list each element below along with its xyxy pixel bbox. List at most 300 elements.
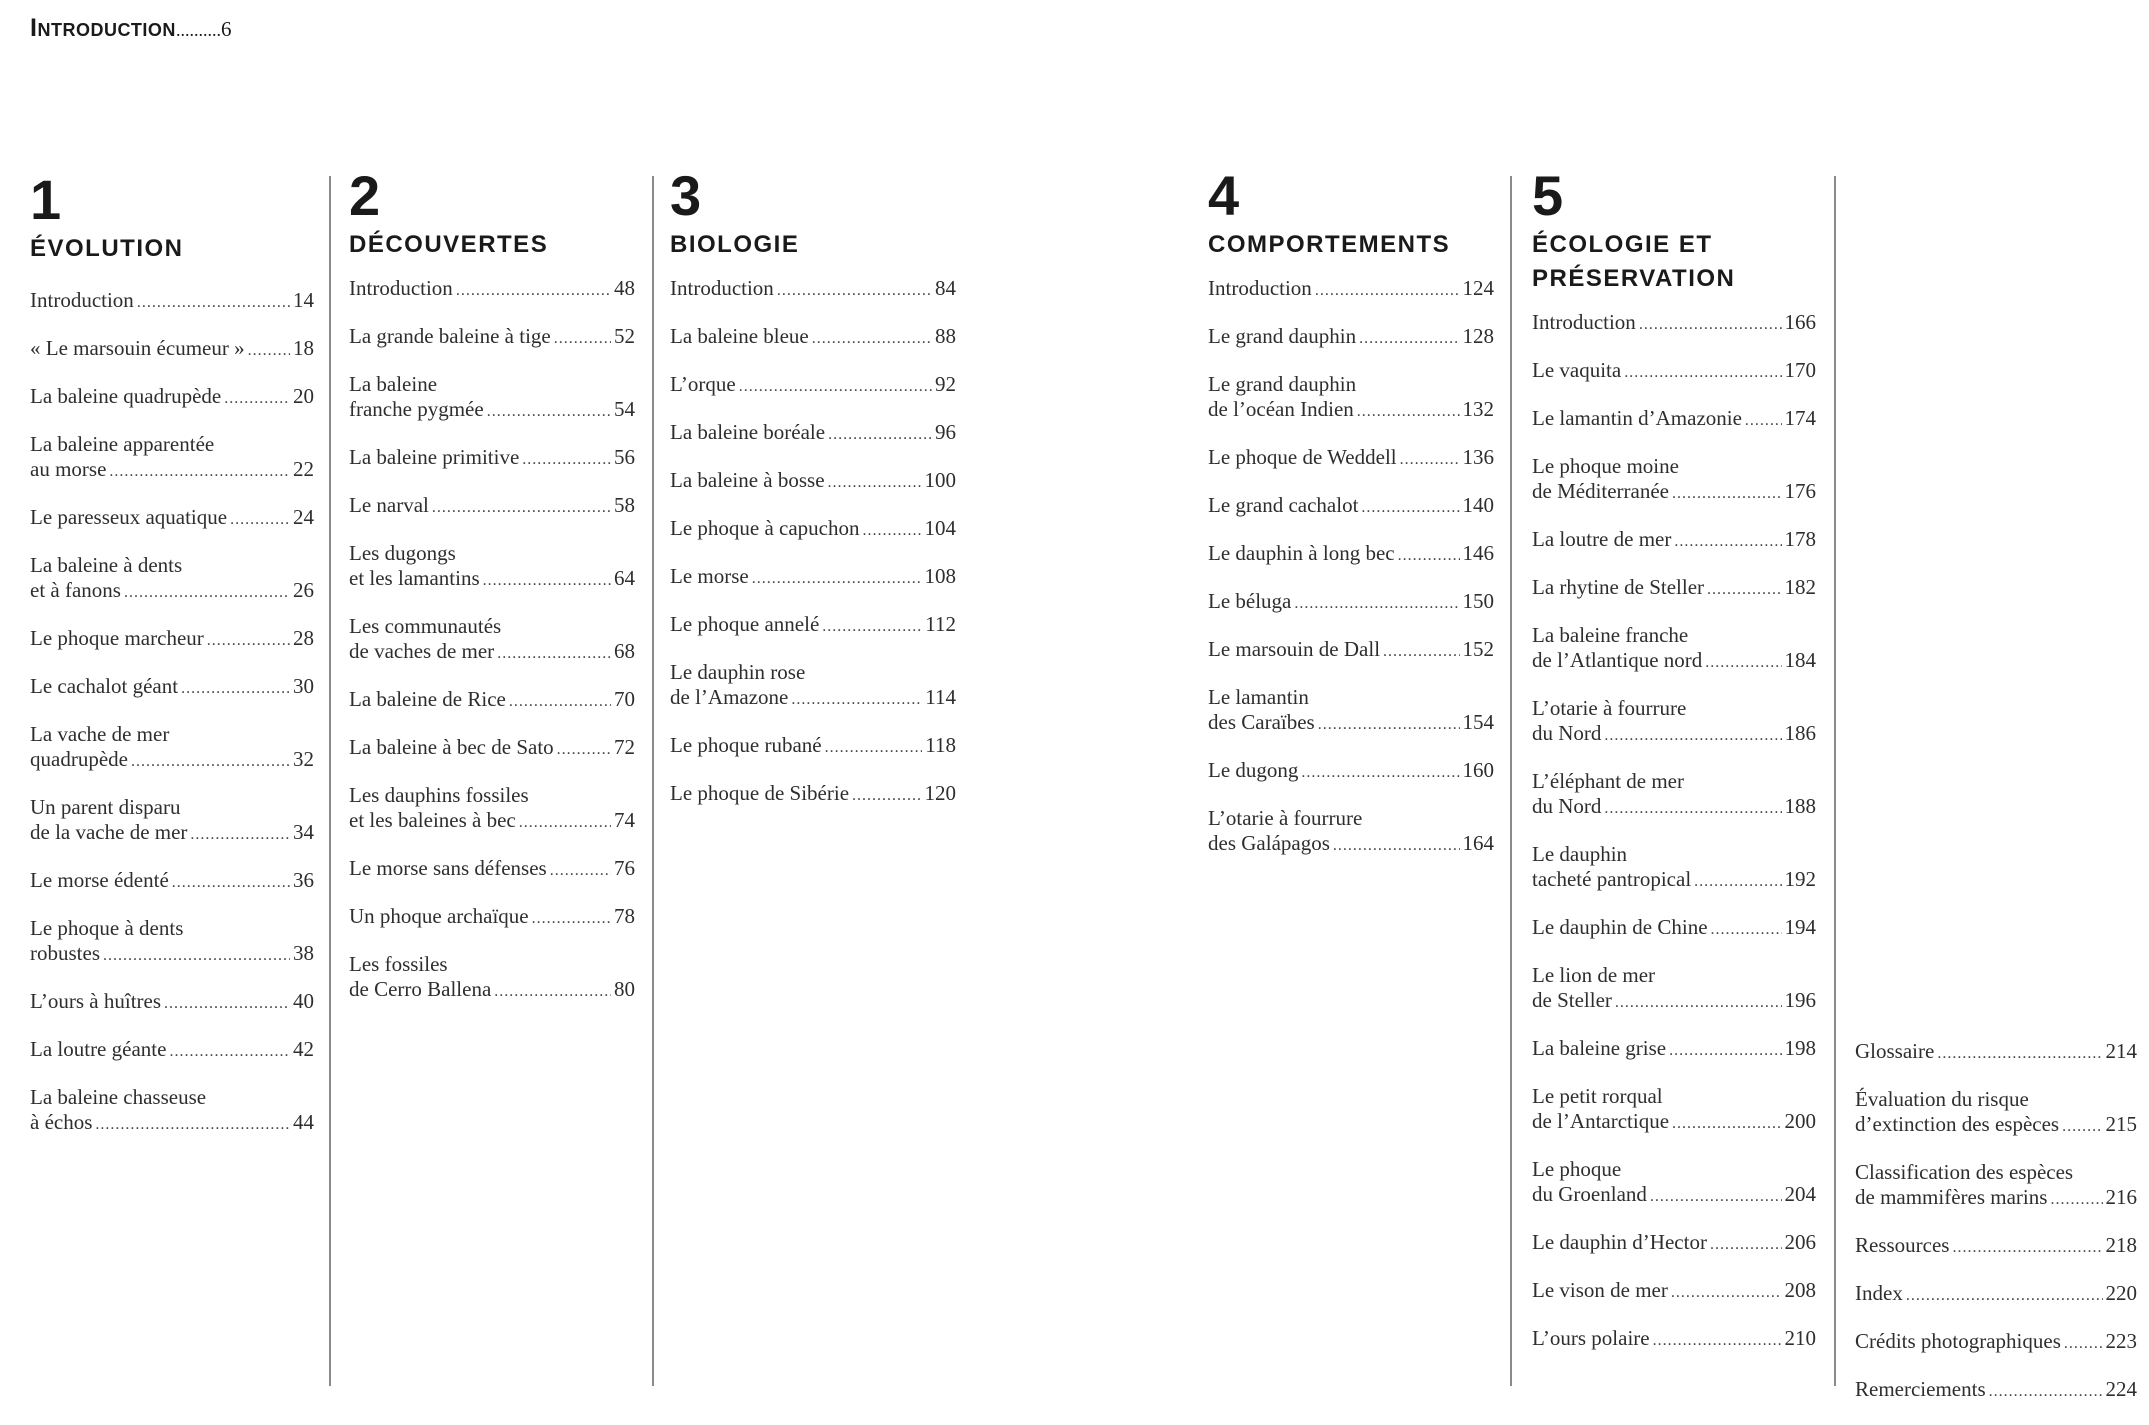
chapter-number: 2 bbox=[349, 164, 381, 227]
leader-dots: .......... bbox=[175, 20, 221, 40]
leader-dots bbox=[739, 374, 932, 399]
toc-entry-line bbox=[1208, 541, 1494, 568]
page-number: 14 bbox=[293, 288, 314, 312]
toc-entry-title: de l’océan Indien bbox=[1208, 397, 1354, 421]
leader-dots bbox=[230, 507, 290, 532]
leader-dots bbox=[519, 810, 611, 835]
toc-entry[interactable] bbox=[1532, 696, 1816, 748]
toc-entry[interactable] bbox=[349, 952, 635, 1004]
toc-entry[interactable] bbox=[349, 735, 635, 762]
toc-entry[interactable] bbox=[30, 989, 314, 1016]
toc-entry-title: de Cerro Ballena bbox=[349, 977, 492, 1001]
toc-entry-line bbox=[30, 1110, 314, 1137]
leader-dots bbox=[109, 459, 290, 484]
toc-entry[interactable] bbox=[30, 916, 314, 968]
toc-entry-title: Introduction bbox=[1532, 310, 1636, 334]
chapter-title: DÉCOUVERTES bbox=[349, 231, 549, 258]
toc-entry[interactable] bbox=[1208, 324, 1494, 351]
toc-entry[interactable] bbox=[1208, 589, 1494, 616]
toc-entry-title: à échos bbox=[30, 1110, 93, 1134]
intro-entry[interactable] bbox=[30, 14, 232, 43]
toc-entry-title-line: Classification des espèces bbox=[1855, 1160, 2074, 1184]
leader-dots bbox=[181, 676, 290, 701]
leader-dots bbox=[1952, 1235, 2102, 1260]
page-number: 128 bbox=[1462, 324, 1494, 348]
toc-entry[interactable] bbox=[670, 372, 956, 399]
toc-entry-line bbox=[1532, 1182, 1816, 1209]
toc-entry[interactable] bbox=[349, 783, 635, 835]
toc-entry-line bbox=[1532, 1109, 1816, 1136]
toc-entry[interactable] bbox=[670, 781, 956, 808]
toc-entry[interactable] bbox=[30, 336, 314, 363]
toc-entry-title: « Le marsouin écumeur » bbox=[30, 336, 245, 360]
toc-entry-title-line: Le phoque à dents bbox=[30, 916, 184, 940]
toc-entry[interactable] bbox=[1532, 623, 1816, 675]
toc-entry-title: Un phoque archaïque bbox=[349, 904, 529, 928]
toc-entry-line bbox=[1208, 493, 1494, 520]
toc-entry-title-line: Le grand dauphin bbox=[1208, 372, 1357, 396]
toc-entry[interactable] bbox=[1208, 806, 1494, 858]
leader-dots bbox=[1653, 1328, 1782, 1353]
toc-entry[interactable] bbox=[1532, 915, 1816, 942]
toc-entry-title-line: Les communautés bbox=[349, 614, 502, 638]
toc-entry[interactable] bbox=[1532, 1157, 1816, 1209]
toc-entry-title: de l’Atlantique nord bbox=[1532, 648, 1703, 672]
toc-entry-line bbox=[349, 276, 635, 303]
toc-entry-title: et les lamantins bbox=[349, 566, 480, 590]
toc-entry-line bbox=[1532, 575, 1816, 602]
leader-dots bbox=[1624, 360, 1781, 385]
toc-entry[interactable] bbox=[30, 722, 314, 774]
toc-entry-title: et les baleines à bec bbox=[349, 808, 516, 832]
toc-entry[interactable] bbox=[1532, 406, 1816, 433]
toc-entry[interactable] bbox=[30, 553, 314, 605]
toc-entry-line bbox=[30, 578, 314, 605]
leader-dots bbox=[487, 399, 611, 424]
leader-dots bbox=[1333, 833, 1460, 858]
toc-entry-line bbox=[1208, 324, 1494, 351]
leader-dots bbox=[1639, 312, 1782, 337]
toc-entry-line bbox=[1532, 794, 1816, 821]
leader-dots bbox=[532, 906, 611, 931]
page-number: 38 bbox=[293, 941, 314, 965]
page-number: 96 bbox=[935, 420, 956, 444]
page-number: 104 bbox=[924, 516, 956, 540]
page-number: 34 bbox=[293, 820, 314, 844]
toc-entry-title: Introduction bbox=[1208, 276, 1312, 300]
toc-entry-title: Le phoque à capuchon bbox=[670, 516, 860, 540]
toc-entry-title: de la vache de mer bbox=[30, 820, 188, 844]
toc-entry-line bbox=[30, 820, 314, 847]
toc-entry-title: Le phoque de Sibérie bbox=[670, 781, 850, 805]
toc-entry[interactable] bbox=[1532, 575, 1816, 602]
toc-entry-title: La loutre géante bbox=[30, 1037, 167, 1061]
toc-entry-title: Le phoque rubané bbox=[670, 733, 822, 757]
toc-entry[interactable] bbox=[1855, 1329, 2137, 1356]
toc-entry[interactable] bbox=[349, 904, 635, 931]
toc-entry-line bbox=[1532, 406, 1816, 433]
page-number: 206 bbox=[1784, 1230, 1816, 1254]
toc-entry-line bbox=[349, 904, 635, 931]
page-number: 56 bbox=[614, 445, 635, 469]
leader-dots bbox=[752, 566, 922, 591]
toc-entry-title: Le paresseux aquatique bbox=[30, 505, 228, 529]
column-divider bbox=[1834, 176, 1836, 1386]
toc-entry[interactable] bbox=[670, 324, 956, 351]
chapter-1-column bbox=[30, 168, 314, 1158]
leader-dots bbox=[207, 628, 290, 653]
toc-entry-title-line: L’éléphant de mer bbox=[1532, 769, 1684, 793]
toc-entry-line bbox=[670, 564, 956, 591]
leader-dots bbox=[103, 943, 290, 968]
leader-dots bbox=[190, 822, 290, 847]
toc-entry-title: Le marsouin de Dall bbox=[1208, 637, 1381, 661]
toc-entry-title: L’ours à huîtres bbox=[30, 989, 162, 1013]
leader-dots bbox=[1400, 447, 1460, 472]
page-number: 120 bbox=[924, 781, 956, 805]
toc-entry[interactable] bbox=[1208, 637, 1494, 664]
toc-entry-title: Le vaquita bbox=[1532, 358, 1622, 382]
toc-entry-title-line: Le phoque bbox=[1532, 1157, 1622, 1181]
page-number: 188 bbox=[1784, 794, 1816, 818]
column-divider bbox=[1510, 176, 1512, 1386]
toc-entry[interactable] bbox=[30, 1037, 314, 1064]
toc-entry[interactable] bbox=[349, 276, 635, 303]
toc-entry-line bbox=[1855, 1329, 2137, 1356]
toc-entry-line bbox=[1208, 758, 1494, 785]
toc-entry[interactable] bbox=[349, 372, 635, 424]
leader-dots bbox=[1615, 990, 1782, 1015]
leader-dots bbox=[1294, 591, 1459, 616]
toc-entry[interactable] bbox=[30, 384, 314, 411]
page-number: 74 bbox=[614, 808, 635, 832]
toc-entry-title: Introduction bbox=[30, 288, 134, 312]
toc-entry[interactable] bbox=[1855, 1281, 2137, 1308]
toc-entry[interactable] bbox=[1532, 310, 1816, 337]
chapter-3-column bbox=[670, 164, 956, 829]
toc-entry[interactable] bbox=[1532, 358, 1816, 385]
toc-entry[interactable] bbox=[1532, 842, 1816, 894]
toc-entry-line bbox=[1855, 1281, 2137, 1308]
chapter-2-column bbox=[349, 164, 635, 1025]
page-number: 112 bbox=[925, 612, 956, 636]
leader-dots bbox=[497, 641, 611, 666]
toc-entry[interactable] bbox=[1208, 685, 1494, 737]
leader-dots bbox=[812, 326, 932, 351]
toc-entry[interactable] bbox=[349, 445, 635, 472]
page-number: 80 bbox=[614, 977, 635, 1001]
chapter-number: 3 bbox=[670, 164, 702, 227]
page-number: 78 bbox=[614, 904, 635, 928]
page-number: 198 bbox=[1784, 1036, 1816, 1060]
chapter-entries bbox=[670, 276, 956, 808]
page-number: 208 bbox=[1784, 1278, 1816, 1302]
toc-entry[interactable] bbox=[670, 660, 956, 712]
toc-entry-title: Le dauphin à long bec bbox=[1208, 541, 1395, 565]
leader-dots bbox=[494, 979, 611, 1004]
page-number: 18 bbox=[293, 336, 314, 360]
toc-entry-line bbox=[30, 626, 314, 653]
chapter-title: COMPORTEMENTS bbox=[1208, 231, 1451, 258]
toc-entry[interactable] bbox=[30, 626, 314, 653]
toc-entry-line bbox=[349, 735, 635, 762]
toc-entry-title-line: La baleine à dents bbox=[30, 553, 183, 577]
toc-entry[interactable] bbox=[30, 1085, 314, 1137]
toc-entry[interactable] bbox=[1855, 1039, 2137, 1066]
leader-dots bbox=[248, 338, 290, 363]
toc-entry[interactable] bbox=[1532, 527, 1816, 554]
toc-entry-line bbox=[1532, 1326, 1816, 1353]
page-number: 54 bbox=[614, 397, 635, 421]
leader-dots bbox=[852, 783, 921, 808]
toc-entry-line bbox=[670, 468, 956, 495]
page-number: 194 bbox=[1784, 915, 1816, 939]
leader-dots bbox=[1705, 650, 1781, 675]
toc-entry-title: Crédits photographiques bbox=[1855, 1329, 2061, 1353]
toc-entry[interactable] bbox=[349, 614, 635, 666]
page-number: 176 bbox=[1784, 479, 1816, 503]
toc-entry[interactable] bbox=[1208, 276, 1494, 303]
toc-entry-line bbox=[349, 566, 635, 593]
page-number: 152 bbox=[1462, 637, 1494, 661]
page-number: 108 bbox=[924, 564, 956, 588]
toc-entry-title-line: Évaluation du risque bbox=[1855, 1087, 2029, 1111]
toc-entry-line bbox=[1532, 358, 1816, 385]
page-number: 48 bbox=[614, 276, 635, 300]
chapter-entries bbox=[1208, 276, 1494, 858]
toc-entry-line bbox=[1208, 445, 1494, 472]
page-number: 186 bbox=[1784, 721, 1816, 745]
toc-entry[interactable] bbox=[30, 868, 314, 895]
page-number: 164 bbox=[1462, 831, 1494, 855]
toc-entry-line bbox=[349, 808, 635, 835]
toc-entry-title: La baleine à bec de Sato bbox=[349, 735, 554, 759]
toc-entry[interactable] bbox=[670, 612, 956, 639]
toc-entry-title: La grande baleine à tige bbox=[349, 324, 551, 348]
toc-entry-title: tacheté pantropical bbox=[1532, 867, 1692, 891]
toc-entry[interactable] bbox=[1532, 1230, 1816, 1257]
leader-dots bbox=[554, 326, 611, 351]
toc-entry-title: Introduction bbox=[670, 276, 774, 300]
toc-entry-title-line: Les dauphins fossiles bbox=[349, 783, 529, 807]
leader-dots bbox=[1672, 481, 1781, 506]
toc-entry-line bbox=[30, 747, 314, 774]
toc-entry[interactable] bbox=[30, 432, 314, 484]
toc-entry[interactable] bbox=[670, 733, 956, 760]
page-number: 218 bbox=[2105, 1233, 2137, 1257]
toc-entry-title: Le morse édenté bbox=[30, 868, 169, 892]
toc-entry[interactable] bbox=[1532, 963, 1816, 1015]
toc-entry[interactable] bbox=[30, 288, 314, 315]
page-number: 132 bbox=[1462, 397, 1494, 421]
toc-entry[interactable] bbox=[1855, 1233, 2137, 1260]
toc-entry-line bbox=[30, 1037, 314, 1064]
toc-entry-title: Le phoque marcheur bbox=[30, 626, 204, 650]
page-number: 166 bbox=[1784, 310, 1816, 334]
toc-entry[interactable] bbox=[1532, 454, 1816, 506]
toc-entry[interactable] bbox=[1208, 541, 1494, 568]
toc-entry[interactable] bbox=[30, 505, 314, 532]
toc-entry-line bbox=[30, 868, 314, 895]
toc-entry[interactable] bbox=[349, 324, 635, 351]
toc-entry[interactable] bbox=[1855, 1087, 2137, 1139]
toc-entry[interactable] bbox=[670, 516, 956, 543]
leader-dots bbox=[2050, 1187, 2102, 1212]
leader-dots bbox=[509, 689, 611, 714]
page-number: 160 bbox=[1462, 758, 1494, 782]
toc-entry-line bbox=[1208, 831, 1494, 858]
toc-entry-title-line: Les fossiles bbox=[349, 952, 448, 976]
toc-entry[interactable] bbox=[670, 564, 956, 591]
toc-entry-line bbox=[670, 612, 956, 639]
toc-entry[interactable] bbox=[670, 276, 956, 303]
toc-entry[interactable] bbox=[1532, 769, 1816, 821]
chapter-5-column bbox=[1532, 164, 1816, 1374]
page-number: 124 bbox=[1462, 276, 1494, 300]
toc-entry[interactable] bbox=[30, 674, 314, 701]
leader-dots bbox=[1301, 760, 1459, 785]
toc-entry-title-line: La baleine bbox=[349, 372, 438, 396]
toc-entry-line bbox=[1532, 1036, 1816, 1063]
leader-dots bbox=[777, 278, 932, 303]
toc-entry-title: Ressources bbox=[1855, 1233, 1950, 1257]
page-number: 88 bbox=[935, 324, 956, 348]
toc-entry-title-line: La vache de mer bbox=[30, 722, 170, 746]
toc-entry[interactable] bbox=[349, 541, 635, 593]
toc-entry-title-line: Le dauphin bbox=[1532, 842, 1628, 866]
leader-dots bbox=[1711, 917, 1782, 942]
toc-entry-line bbox=[1532, 988, 1816, 1015]
toc-entry-title: La baleine primitive bbox=[349, 445, 520, 469]
page-number: 220 bbox=[2105, 1281, 2137, 1305]
page-number: 24 bbox=[293, 505, 314, 529]
page-number: 170 bbox=[1784, 358, 1816, 382]
toc-entry-title: des Caraïbes bbox=[1208, 710, 1315, 734]
toc-entry-title: Le morse bbox=[670, 564, 749, 588]
toc-entry[interactable] bbox=[1208, 445, 1494, 472]
toc-entry-title-line: Le dauphin rose bbox=[670, 660, 806, 684]
toc-entry-line bbox=[30, 288, 314, 315]
toc-entry[interactable] bbox=[1532, 1036, 1816, 1063]
toc-entry-line bbox=[1532, 721, 1816, 748]
toc-entry-line bbox=[1532, 527, 1816, 554]
toc-entry-title: Le dauphin d’Hector bbox=[1532, 1230, 1707, 1254]
toc-entry[interactable] bbox=[349, 493, 635, 520]
toc-entry-line bbox=[1855, 1112, 2137, 1139]
leader-dots bbox=[825, 735, 923, 760]
toc-entry-title: quadrupède bbox=[30, 747, 128, 771]
page-number: 58 bbox=[614, 493, 635, 517]
page-number: 154 bbox=[1462, 710, 1494, 734]
toc-entry-title: La baleine boréale bbox=[670, 420, 826, 444]
leader-dots bbox=[1669, 1038, 1781, 1063]
toc-entry-title-line: La baleine apparentée bbox=[30, 432, 215, 456]
toc-entry-title: du Groenland bbox=[1532, 1182, 1647, 1206]
toc-entry-title: La baleine quadrupède bbox=[30, 384, 222, 408]
toc-entry[interactable] bbox=[349, 687, 635, 714]
leader-dots bbox=[1315, 278, 1460, 303]
toc-entry[interactable] bbox=[1208, 493, 1494, 520]
toc-entry-line bbox=[30, 941, 314, 968]
leader-dots bbox=[1604, 796, 1781, 821]
toc-entry[interactable] bbox=[670, 420, 956, 447]
toc-entry-line bbox=[349, 445, 635, 472]
leader-dots bbox=[1694, 869, 1781, 894]
toc-entry-title: L’orque bbox=[670, 372, 736, 396]
toc-entry-title: des Galápagos bbox=[1208, 831, 1330, 855]
column-divider bbox=[652, 176, 654, 1386]
toc-entry-title: Le lamantin d’Amazonie bbox=[1532, 406, 1742, 430]
toc-entry[interactable] bbox=[1532, 1278, 1816, 1305]
page-number: 84 bbox=[935, 276, 956, 300]
toc-entry-line bbox=[1208, 589, 1494, 616]
toc-entry-title-line: L’otarie à fourrure bbox=[1208, 806, 1363, 830]
toc-entry-title-line: Le phoque moine bbox=[1532, 454, 1679, 478]
chapter-number: 4 bbox=[1208, 164, 1240, 227]
toc-entry-title: La loutre de mer bbox=[1532, 527, 1672, 551]
leader-dots bbox=[432, 495, 611, 520]
toc-entry-title-line: L’otarie à fourrure bbox=[1532, 696, 1687, 720]
leader-dots bbox=[1672, 1111, 1781, 1136]
toc-entry[interactable] bbox=[670, 468, 956, 495]
leader-dots bbox=[95, 1112, 290, 1137]
toc-entry[interactable] bbox=[1855, 1160, 2137, 1212]
page-number: 64 bbox=[614, 566, 635, 590]
page-number: 68 bbox=[614, 639, 635, 663]
toc-entry-line bbox=[1855, 1233, 2137, 1260]
toc-entry-title-line: Les dugongs bbox=[349, 541, 456, 565]
chapter-title: ÉCOLOGIE ET PRÉSERVATION bbox=[1532, 231, 1736, 292]
toc-entry-title: d’extinction des espèces bbox=[1855, 1112, 2060, 1136]
toc-entry-line bbox=[30, 336, 314, 363]
page-number: 20 bbox=[293, 384, 314, 408]
leader-dots bbox=[1707, 577, 1781, 602]
leader-dots bbox=[1383, 639, 1459, 664]
leader-dots bbox=[1671, 1280, 1782, 1305]
toc-entry[interactable] bbox=[1532, 1084, 1816, 1136]
chapter-title: BIOLOGIE bbox=[670, 231, 800, 258]
toc-entry[interactable] bbox=[349, 856, 635, 883]
toc-entry[interactable] bbox=[1532, 1326, 1816, 1353]
toc-entry[interactable] bbox=[1208, 758, 1494, 785]
toc-entry-title-line: Le lion de mer bbox=[1532, 963, 1656, 987]
chapter-entries bbox=[1532, 310, 1816, 1353]
toc-entry-title: du Nord bbox=[1532, 721, 1602, 745]
toc-entry-title: Le vison de mer bbox=[1532, 1278, 1668, 1302]
toc-entry-line bbox=[1532, 1230, 1816, 1257]
toc-entry-line bbox=[30, 674, 314, 701]
toc-entry-title-line: La baleine franche bbox=[1532, 623, 1689, 647]
toc-entry-line bbox=[1532, 867, 1816, 894]
page-number: 92 bbox=[935, 372, 956, 396]
toc-entry-line bbox=[30, 505, 314, 532]
toc-entry-line bbox=[670, 733, 956, 760]
backmatter-entries bbox=[1855, 1039, 2137, 1404]
toc-entry-title: L’ours polaire bbox=[1532, 1326, 1650, 1350]
leader-dots bbox=[863, 518, 922, 543]
leader-dots bbox=[2062, 1114, 2102, 1139]
leader-dots bbox=[1604, 723, 1781, 748]
leader-dots bbox=[1989, 1379, 2103, 1404]
toc-entry[interactable] bbox=[30, 795, 314, 847]
toc-entry-line bbox=[1532, 915, 1816, 942]
page-number: 146 bbox=[1462, 541, 1494, 565]
leader-dots bbox=[1650, 1184, 1782, 1209]
leader-dots bbox=[791, 687, 922, 712]
toc-entry-line bbox=[670, 781, 956, 808]
toc-entry-line bbox=[1208, 276, 1494, 303]
toc-entry[interactable] bbox=[1208, 372, 1494, 424]
